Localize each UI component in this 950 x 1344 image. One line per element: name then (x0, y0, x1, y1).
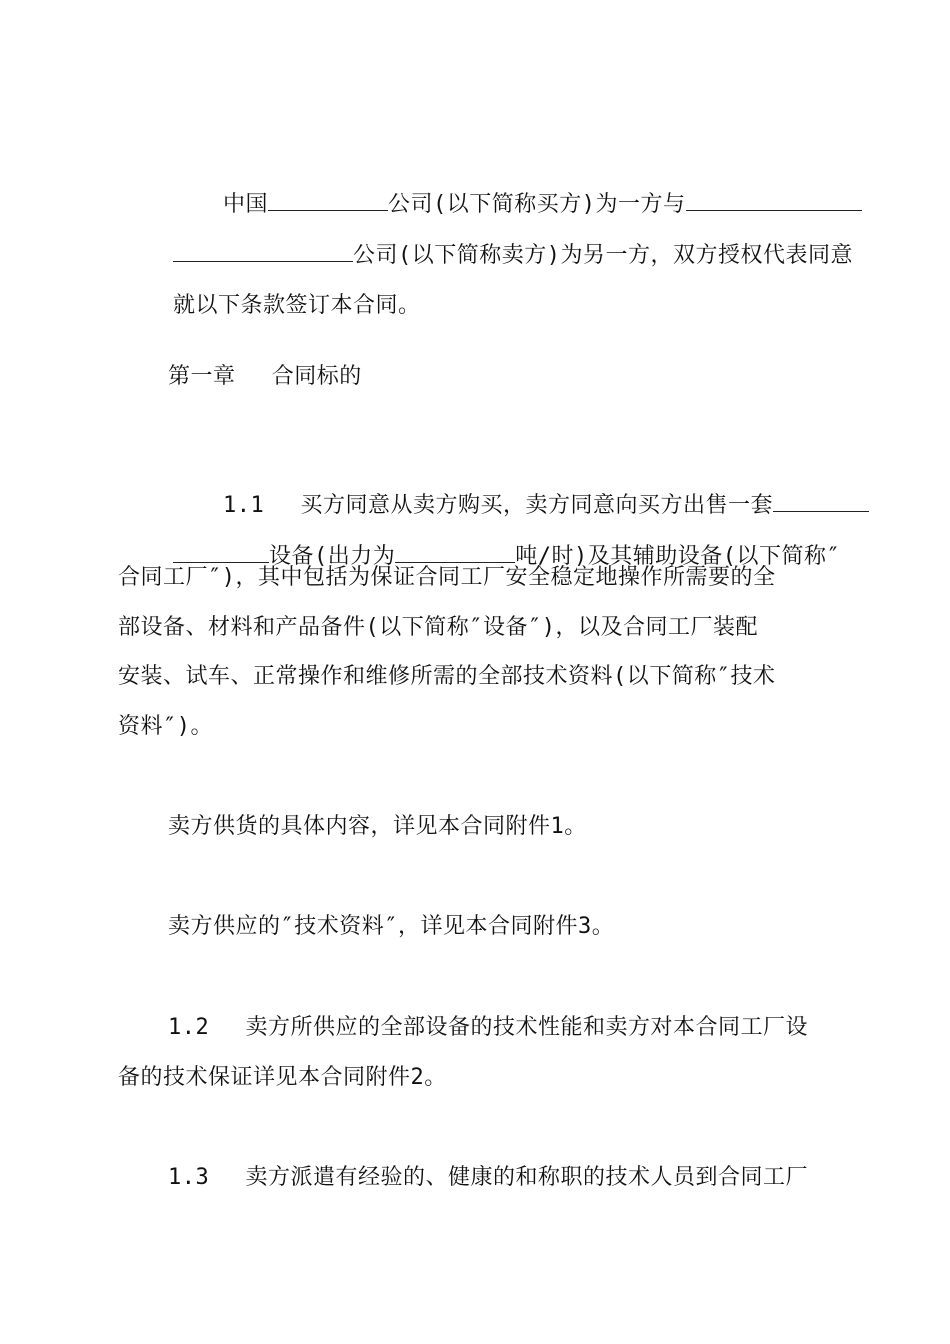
preamble-text: 就以下条款签订本合同。 (172, 293, 421, 318)
seller-blank (686, 190, 862, 211)
chapter-heading: 第一章 合同标的 (168, 364, 362, 389)
clause-1-1-line-5: 安装、试车、正常操作和维修所需的全部技术资料(以下简称″技术 (118, 664, 776, 689)
preamble-text: 中国 (222, 192, 268, 217)
clause-1-1-line-3: 合同工厂″)，其中包括为保证合同工厂安全稳定地操作所需要的全 (118, 565, 776, 590)
clause-1-2-line-1: 1.2 卖方所供应的全部设备的技术性能和卖方对本合同工厂设 (168, 1015, 808, 1040)
buyer-blank (268, 190, 388, 211)
preamble-text: 公司(以下简称买方)为一方与 (388, 192, 686, 217)
seller-blank-cont (173, 241, 353, 262)
clause-1-1-line-4: 部设备、材料和产品备件(以下简称″设备″)，以及合同工厂装配 (118, 615, 758, 640)
clause-1-1-line-6: 资料″)。 (118, 714, 213, 739)
equipment-blank (773, 491, 869, 512)
clause-text: 吨/时)及其辅助设备(以下简称″ (515, 544, 841, 569)
tech-docs-line: 卖方供应的″技术资料″，详见本合同附件3。 (168, 914, 615, 939)
preamble-line-3 (118, 261, 421, 351)
clause-1-2-line-2: 备的技术保证详见本合同附件2。 (118, 1065, 447, 1090)
supply-content-line: 卖方供货的具体内容，详见本合同附件1。 (168, 814, 587, 839)
preamble-text: 公司(以下简称卖方)为另一方，双方授权代表同意 (352, 243, 853, 268)
clause-1-3-line-1: 1.3 卖方派遣有经验的、健康的和称职的技术人员到合同工厂 (168, 1165, 808, 1190)
equipment-blank-cont (173, 542, 269, 563)
capacity-blank (395, 542, 515, 563)
clause-text: 1.1 买方同意从卖方购买，卖方同意向买方出售一套 (222, 493, 773, 518)
clause-text: 设备(出力为 (268, 544, 396, 569)
